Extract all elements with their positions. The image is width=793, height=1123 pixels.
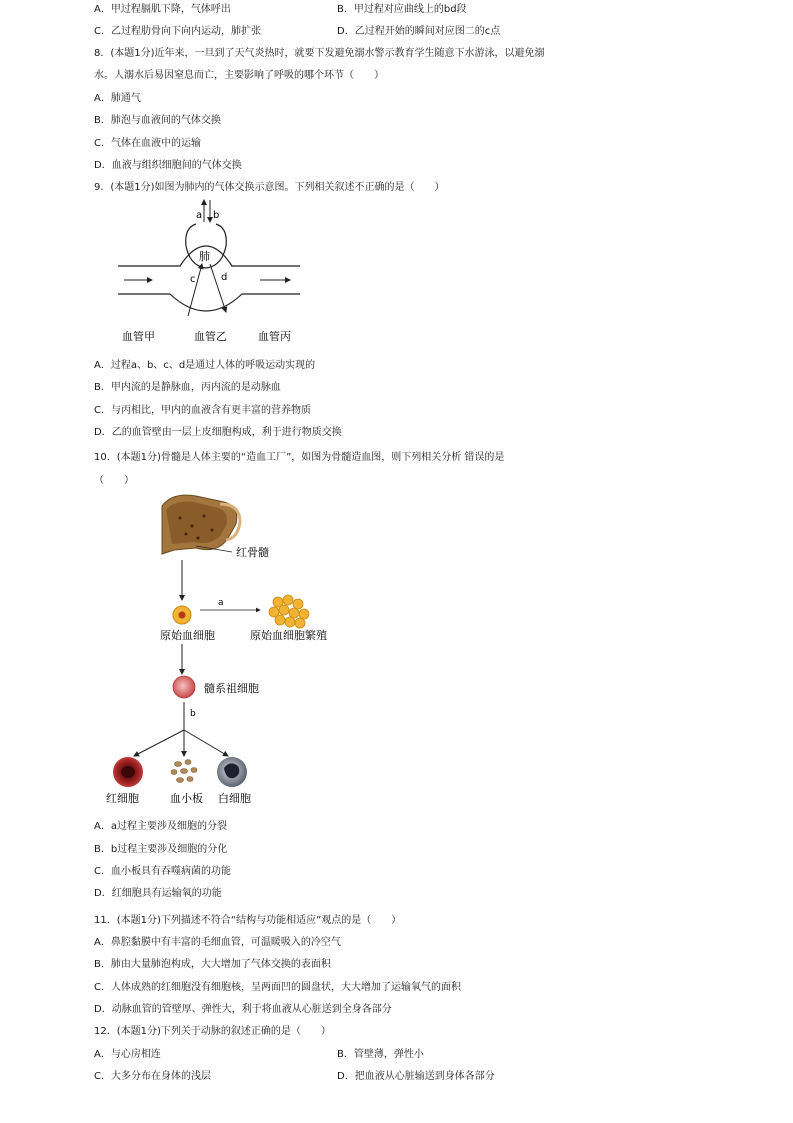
vessel-yi-label: 血管乙 [194, 330, 227, 343]
platelet-image [171, 760, 197, 783]
red-marrow-bone-image [162, 495, 240, 554]
vessel-lower-wall [118, 294, 300, 311]
q11-option-b: B．肺由大量肺泡构成，大大增加了气体交换的表面积 [94, 959, 331, 970]
q12-stem: 12．(本题1分)下列关于动脉的叙述正确的是（ ） [94, 1026, 331, 1037]
q8-option-d: D．血液与组织细胞间的气体交换 [94, 160, 242, 171]
wbc-image [217, 757, 247, 787]
q8-option-a: A．肺通气 [94, 93, 141, 104]
myeloid-cell-image [173, 676, 195, 698]
q10-option-b: B．b过程主要涉及细胞的分化 [94, 844, 228, 855]
arrow-to-wbc [184, 730, 228, 756]
label-a: a [196, 210, 203, 221]
primitive-cell-label: 原始血细胞 [160, 629, 215, 642]
vessel-jia-label: 血管甲 [122, 330, 155, 343]
proliferating-cells-image [269, 595, 309, 628]
q9-stem: 9．(本题1分)如图为肺内的气体交换示意图。下列相关叙述不正确的是（ ） [94, 182, 445, 193]
rbc-label: 红细胞 [106, 792, 139, 805]
q7-option-b: B．甲过程对应曲线上的bd段 [337, 4, 467, 15]
q7-option-a: A．甲过程膈肌下降，气体呼出 [94, 4, 231, 15]
q9-option-c: C．与丙相比，甲内的血液含有更丰富的营养物质 [94, 405, 311, 416]
q11-stem: 11．(本题1分)下列描述不符合“结构与功能相适应”观点的是（ ） [94, 915, 402, 926]
q11-option-c: C．人体成熟的红细胞没有细胞核，呈两面凹的圆盘状，大大增加了运输氧气的面积 [94, 982, 461, 993]
bone-marrow-hematopoiesis-diagram [100, 488, 340, 810]
q7-option-d: D．乙过程开始的瞬间对应图二的c点 [337, 26, 501, 37]
red-marrow-label: 红骨髓 [236, 546, 269, 559]
q9-option-a: A．过程a、b、c、d是通过人体的呼吸运动实现的 [94, 360, 316, 371]
q10-stem-line1: 10．(本题1分)骨髓是人体主要的“造血工厂”，如图为骨髓造血图，则下列相关分析 错误的是 [94, 452, 505, 463]
q10-option-d: D．红细胞具有运输氧的功能 [94, 888, 222, 899]
q11-option-a: A．鼻腔黏膜中有丰富的毛细血管，可温暖吸入的冷空气 [94, 937, 341, 948]
myeloid-label: 髓系祖细胞 [204, 682, 259, 695]
arrow-to-rbc [134, 730, 184, 756]
lung-gas-exchange-diagram [110, 198, 310, 348]
q9-option-d: D．乙的血管壁由一层上皮细胞构成，利于进行物质交换 [94, 427, 342, 438]
lung-label: 肺 [199, 250, 210, 263]
q8-option-b: B．肺泡与血液间的气体交换 [94, 115, 221, 126]
q10-option-a: A．a过程主要涉及细胞的分裂 [94, 821, 227, 832]
vessel-bing-label: 血管丙 [258, 330, 291, 343]
q12-option-b: B．管壁薄，弹性小 [337, 1049, 424, 1060]
wbc-label: 白细胞 [218, 792, 251, 805]
q10-option-c: C．血小板具有吞噬病菌的功能 [94, 866, 231, 877]
proliferation-label: 原始血细胞繁殖 [250, 629, 327, 642]
q8-option-c: C．气体在血液中的运输 [94, 138, 201, 149]
label-d: d [221, 272, 228, 283]
q8-stem-line2: 水。人溺水后易因窒息而亡，主要影响了呼吸的哪个环节（ ） [94, 70, 384, 81]
label-c: c [190, 274, 196, 285]
q9-option-b: B．甲内流的是静脉血，丙内流的是动脉血 [94, 382, 281, 393]
label-b: b [190, 709, 196, 719]
q10-stem-line2: （ ） [94, 475, 134, 486]
arrow-c [188, 264, 202, 316]
label-b: b [213, 210, 220, 221]
rbc-image [113, 757, 143, 787]
q11-option-d: D．动脉血管的管壁厚、弹性大，利于将血液从心脏送到全身各部分 [94, 1004, 392, 1015]
primitive-cell-image [173, 606, 191, 624]
q12-option-a: A．与心房相连 [94, 1049, 161, 1060]
platelet-label: 血小板 [170, 792, 203, 805]
q12-option-c: C．大多分布在身体的浅层 [94, 1071, 211, 1082]
q7-option-c: C．乙过程肋骨向下向内运动，肺扩张 [94, 26, 261, 37]
label-a: a [218, 598, 224, 608]
q12-option-d: D．把血液从心脏输送到身体各部分 [337, 1071, 495, 1082]
q8-stem-line1: 8．(本题1分)近年来，一旦到了天气炎热时，就要下发避免溺水警示教育学生随意下水游泳，以避免溺 [94, 48, 545, 59]
